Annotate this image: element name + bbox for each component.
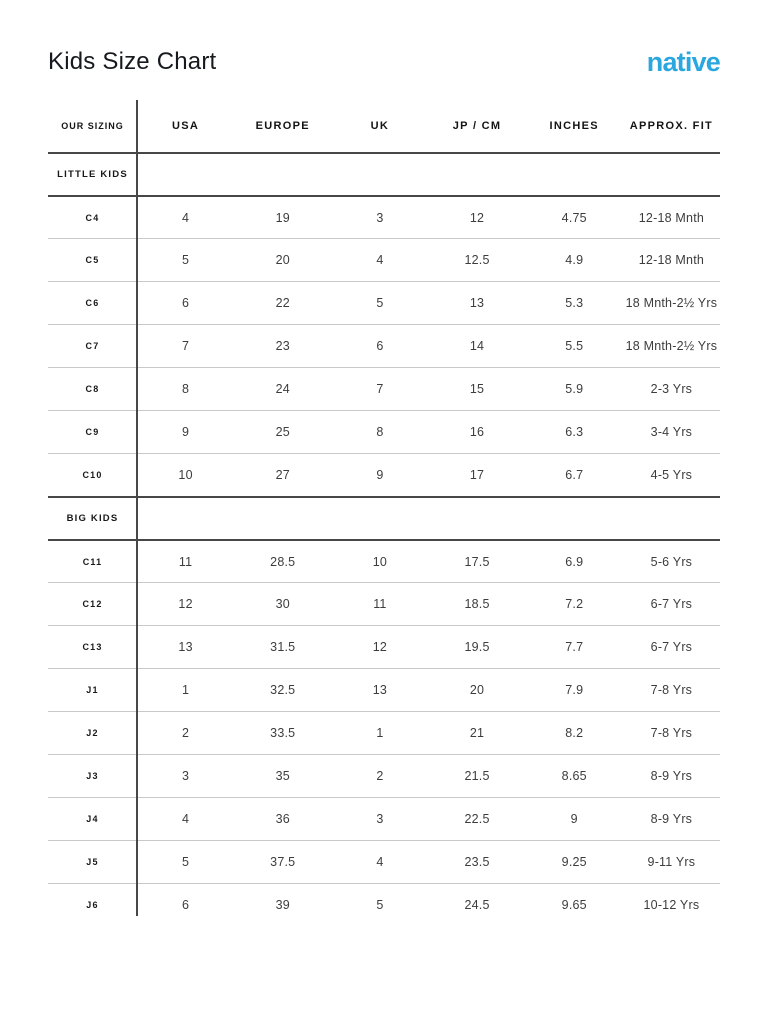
cell-approx_fit: 5-6 Yrs [650,554,693,569]
cell-uk: 1 [376,726,384,740]
cell-usa: 1 [182,683,190,697]
cell-uk: 3 [376,210,384,225]
cell-jp_cm: 12 [469,210,485,225]
cell-approx_fit: 10-12 Yrs [643,898,700,912]
size-chart-table [48,100,720,926]
cell-uk: 12 [372,640,388,654]
cell-usa: 4 [182,812,190,826]
cell-approx_fit: 9-11 Yrs [647,855,696,869]
section-row-little-kids [48,152,720,195]
cell-approx_fit: 2-3 Yrs [650,382,693,396]
table-row-j1 [48,668,720,711]
cell-inches: 6.3 [565,425,584,439]
cell-jp_cm: 13 [469,296,485,310]
cell-uk: 2 [376,769,384,783]
header-cell-uk: UK [370,120,390,132]
table-row-c11 [48,539,720,582]
cell-uk: 7 [376,382,384,396]
cell-usa: 4 [182,210,190,225]
table-row-j4 [48,797,720,840]
cell-usa: 10 [178,468,193,482]
cell-jp_cm: 12.5 [464,253,490,267]
cell-inches: 9 [570,812,578,826]
row-size-label: C4 [85,212,100,223]
row-size-label: C8 [85,384,100,394]
header-cell-size: OUR SIZING [61,121,124,131]
cell-jp_cm: 15 [469,382,485,396]
table-vertical-divider [136,100,138,916]
cell-europe: 30 [275,597,290,611]
cell-approx_fit: 18 Mnth-2½ Yrs [625,339,718,353]
cell-jp_cm: 14 [469,339,485,353]
row-size-label: J5 [86,857,99,867]
cell-approx_fit: 3-4 Yrs [650,425,693,439]
table-row-c6 [48,281,720,324]
section-label: BIG KIDS [66,513,119,524]
cell-usa: 5 [182,855,190,869]
row-size-label: C9 [85,427,100,437]
cell-inches: 5.3 [565,296,584,310]
cell-approx_fit: 7-8 Yrs [650,683,693,697]
table-row-c10 [48,453,720,496]
cell-approx_fit: 6-7 Yrs [650,597,693,611]
section-label: LITTLE KIDS [57,169,128,180]
cell-usa: 5 [182,253,190,267]
cell-inches: 5.5 [565,339,584,353]
cell-approx_fit: 12-18 Mnth [638,253,705,267]
cell-europe: 19 [275,210,290,225]
cell-europe: 24 [275,382,290,396]
cell-uk: 5 [376,296,384,310]
cell-approx_fit: 18 Mnth-2½ Yrs [625,296,718,310]
table-row-c9 [48,410,720,453]
cell-uk: 9 [376,468,384,482]
cell-inches: 7.2 [565,597,584,611]
table-row-j3 [48,754,720,797]
cell-europe: 27 [275,468,290,482]
row-size-label: J3 [86,771,99,781]
cell-europe: 37.5 [270,855,296,869]
cell-jp_cm: 22.5 [464,812,490,826]
cell-jp_cm: 16 [469,425,485,439]
cell-jp_cm: 17.5 [464,554,490,569]
cell-uk: 3 [376,812,384,826]
cell-jp_cm: 21.5 [464,769,490,783]
cell-inches: 4.75 [561,210,587,225]
cell-inches: 9.25 [561,855,587,869]
section-row-big-kids [48,496,720,539]
table-row-c12 [48,582,720,625]
cell-usa: 7 [182,339,190,353]
cell-europe: 36 [275,812,290,826]
cell-europe: 22 [275,296,290,310]
row-size-label: C7 [85,341,100,351]
row-size-label: J2 [86,728,99,738]
cell-approx_fit: 4-5 Yrs [650,468,693,482]
cell-usa: 13 [178,640,193,654]
cell-jp_cm: 18.5 [464,597,490,611]
cell-inches: 5.9 [565,382,584,396]
cell-europe: 33.5 [270,726,296,740]
cell-approx_fit: 7-8 Yrs [650,726,693,740]
cell-inches: 6.9 [565,554,584,569]
cell-uk: 4 [376,253,384,267]
table-row-c4 [48,195,720,238]
table-row-c8 [48,367,720,410]
table-row-j2 [48,711,720,754]
cell-approx_fit: 6-7 Yrs [650,640,693,654]
cell-approx_fit: 8-9 Yrs [650,812,693,826]
row-size-label: C5 [85,255,100,265]
cell-uk: 6 [376,339,384,353]
cell-jp_cm: 23.5 [464,855,490,869]
row-size-label: C13 [82,642,103,652]
cell-usa: 2 [182,726,190,740]
cell-usa: 6 [182,898,190,912]
cell-uk: 11 [373,597,387,611]
row-size-label: J6 [86,900,99,910]
cell-uk: 4 [376,855,384,869]
row-size-label: C12 [82,599,103,609]
table-row-j6 [48,883,720,926]
cell-inches: 8.2 [565,726,584,740]
cell-usa: 12 [178,597,193,611]
header-cell-inches: INCHES [549,120,599,132]
cell-europe: 31.5 [270,640,296,654]
table-row-c13 [48,625,720,668]
cell-usa: 3 [182,769,190,783]
header-cell-approx_fit: APPROX. FIT [629,120,714,132]
cell-inches: 7.7 [565,640,584,654]
table-header-row [48,100,720,152]
cell-usa: 11 [178,554,193,569]
cell-inches: 4.9 [565,253,584,267]
row-size-label: J1 [86,685,99,695]
cell-europe: 23 [275,339,290,353]
cell-inches: 7.9 [565,683,584,697]
row-size-label: J4 [86,814,99,824]
cell-uk: 8 [376,425,384,439]
cell-europe: 28.5 [270,554,296,569]
cell-uk: 5 [376,898,384,912]
page-header [48,46,720,78]
cell-approx_fit: 12-18 Mnth [638,210,705,225]
row-size-label: C10 [82,470,103,480]
table-body [48,152,720,926]
header-cell-europe: EUROPE [255,120,310,132]
cell-inches: 8.65 [561,769,587,783]
cell-uk: 10 [372,554,388,569]
cell-jp_cm: 17 [469,468,485,482]
cell-approx_fit: 8-9 Yrs [650,769,693,783]
native-logo: native [646,46,720,77]
row-size-label: C6 [85,298,100,308]
cell-inches: 6.7 [565,468,584,482]
cell-jp_cm: 19.5 [464,640,490,654]
header-cell-jp_cm: JP / CM [452,120,502,132]
cell-europe: 35 [275,769,290,783]
cell-europe: 25 [275,425,290,439]
header-cell-usa: USA [172,120,200,132]
table-row-j5 [48,840,720,883]
cell-europe: 32.5 [270,683,296,697]
cell-jp_cm: 20 [469,683,485,697]
cell-uk: 13 [372,683,388,697]
cell-usa: 6 [182,296,190,310]
cell-europe: 39 [275,898,290,912]
cell-inches: 9.65 [561,898,587,912]
cell-jp_cm: 21 [469,726,485,740]
row-size-label: C11 [82,556,103,567]
page-title: Kids Size Chart [48,48,217,75]
cell-usa: 8 [182,382,190,396]
cell-jp_cm: 24.5 [464,898,490,912]
table-row-c5 [48,238,720,281]
table-row-c7 [48,324,720,367]
cell-usa: 9 [182,425,190,439]
cell-europe: 20 [275,253,290,267]
